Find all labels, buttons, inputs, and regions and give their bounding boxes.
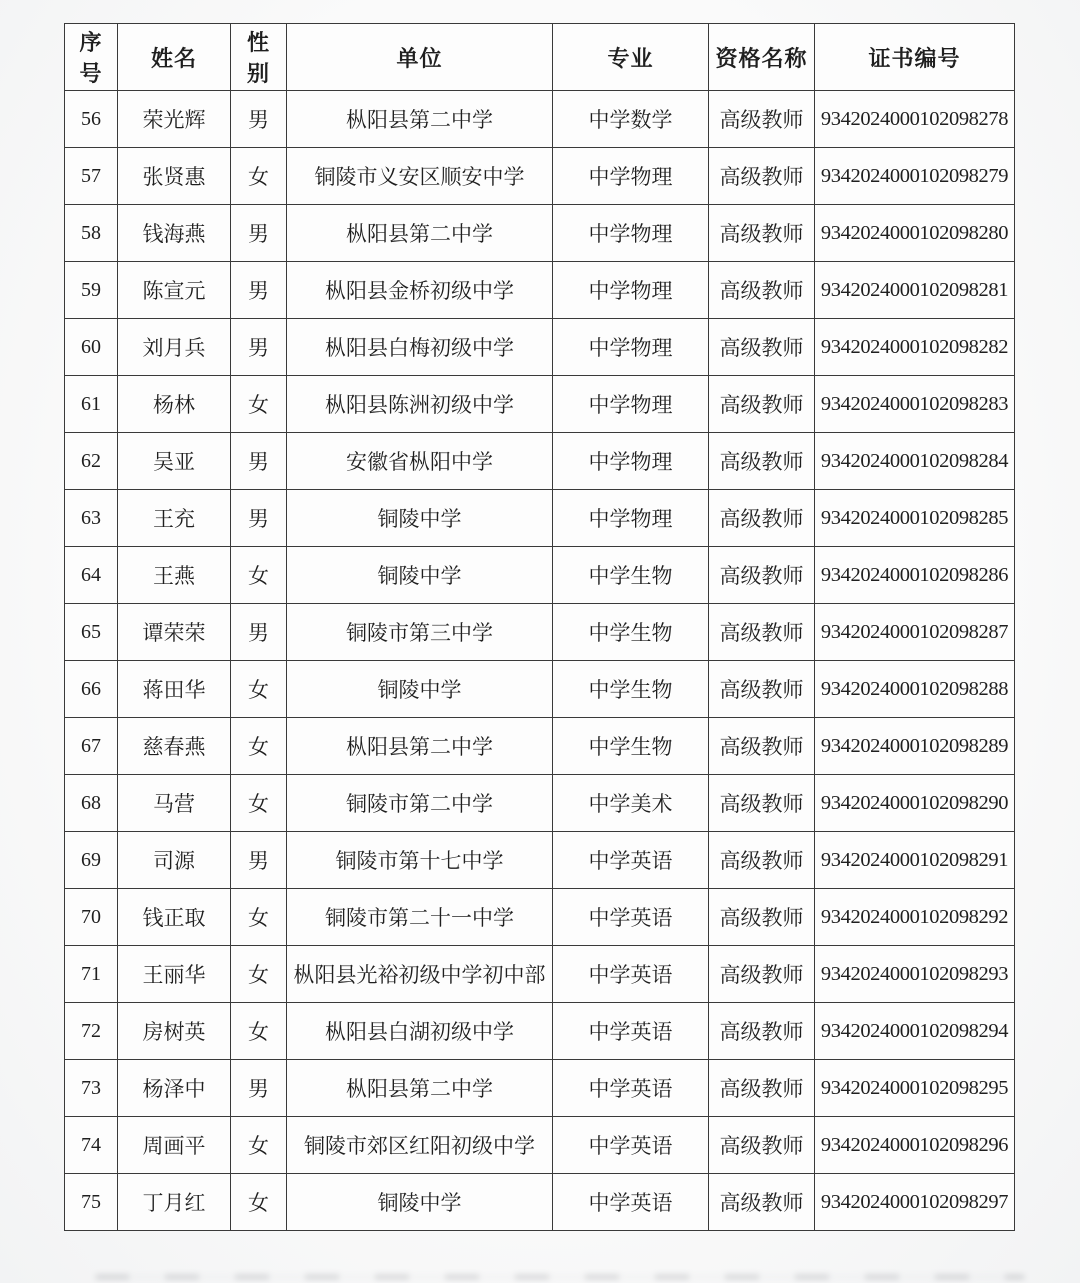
cell-major: 中学英语 [553, 889, 709, 946]
table-row [65, 832, 1015, 889]
column-header-major: 专业 [553, 24, 709, 91]
cell-unit: 铜陵市第二十一中学 [287, 889, 553, 946]
table-row [65, 433, 1015, 490]
cell-unit: 枞阳县第二中学 [287, 91, 553, 148]
cell-unit: 枞阳县白湖初级中学 [287, 1003, 553, 1060]
cell-certificate: 9342024000102098290 [815, 775, 1015, 832]
cell-name: 马营 [118, 775, 231, 832]
table-row [65, 775, 1015, 832]
table-row [65, 148, 1015, 205]
cell-index: 69 [65, 832, 118, 889]
cell-name: 钱正取 [118, 889, 231, 946]
cell-major: 中学英语 [553, 1060, 709, 1117]
column-header-gender: 性别 [231, 24, 287, 91]
cell-qualification: 高级教师 [709, 946, 815, 1003]
cell-unit: 枞阳县白梅初级中学 [287, 319, 553, 376]
table-row [65, 376, 1015, 433]
cell-qualification: 高级教师 [709, 1003, 815, 1060]
cell-index: 59 [65, 262, 118, 319]
cell-certificate: 9342024000102098289 [815, 718, 1015, 775]
cell-certificate: 9342024000102098288 [815, 661, 1015, 718]
cell-qualification: 高级教师 [709, 718, 815, 775]
cell-unit: 铜陵中学 [287, 490, 553, 547]
cell-major: 中学英语 [553, 946, 709, 1003]
cell-unit: 铜陵市第三中学 [287, 604, 553, 661]
cell-major: 中学英语 [553, 1003, 709, 1060]
cell-name: 谭荣荣 [118, 604, 231, 661]
cell-gender: 女 [231, 946, 287, 1003]
cell-gender: 女 [231, 547, 287, 604]
cell-name: 周画平 [118, 1117, 231, 1174]
cell-certificate: 9342024000102098295 [815, 1060, 1015, 1117]
cell-index: 65 [65, 604, 118, 661]
cell-qualification: 高级教师 [709, 832, 815, 889]
column-header-unit: 单位 [287, 24, 553, 91]
cell-gender: 男 [231, 1060, 287, 1117]
cell-name: 刘月兵 [118, 319, 231, 376]
table-row [65, 1174, 1015, 1231]
cell-unit: 枞阳县光裕初级中学初中部 [287, 946, 553, 1003]
cell-major: 中学生物 [553, 604, 709, 661]
cell-qualification: 高级教师 [709, 661, 815, 718]
table-body [65, 91, 1015, 1231]
cell-qualification: 高级教师 [709, 547, 815, 604]
cell-major: 中学物理 [553, 205, 709, 262]
bottom-blur-artifact [95, 1274, 1025, 1280]
cell-index: 63 [65, 490, 118, 547]
cell-index: 61 [65, 376, 118, 433]
certificate-table [64, 23, 1015, 1231]
table-row [65, 1003, 1015, 1060]
cell-major: 中学英语 [553, 832, 709, 889]
cell-gender: 女 [231, 718, 287, 775]
cell-index: 72 [65, 1003, 118, 1060]
table-row [65, 490, 1015, 547]
cell-qualification: 高级教师 [709, 1174, 815, 1231]
cell-major: 中学物理 [553, 376, 709, 433]
column-header-certificate: 证书编号 [815, 24, 1015, 91]
table-row [65, 262, 1015, 319]
cell-certificate: 9342024000102098286 [815, 547, 1015, 604]
cell-gender: 男 [231, 91, 287, 148]
cell-major: 中学物理 [553, 319, 709, 376]
cell-gender: 男 [231, 433, 287, 490]
cell-name: 陈宣元 [118, 262, 231, 319]
cell-certificate: 9342024000102098282 [815, 319, 1015, 376]
cell-index: 62 [65, 433, 118, 490]
cell-qualification: 高级教师 [709, 319, 815, 376]
cell-major: 中学物理 [553, 433, 709, 490]
cell-gender: 男 [231, 319, 287, 376]
cell-name: 王充 [118, 490, 231, 547]
cell-unit: 铜陵市第十七中学 [287, 832, 553, 889]
cell-index: 73 [65, 1060, 118, 1117]
cell-certificate: 9342024000102098297 [815, 1174, 1015, 1231]
column-header-qualification: 资格名称 [709, 24, 815, 91]
cell-qualification: 高级教师 [709, 148, 815, 205]
table-row [65, 319, 1015, 376]
cell-index: 70 [65, 889, 118, 946]
cell-name: 蒋田华 [118, 661, 231, 718]
cell-gender: 女 [231, 661, 287, 718]
cell-index: 66 [65, 661, 118, 718]
cell-gender: 女 [231, 889, 287, 946]
cell-name: 房树英 [118, 1003, 231, 1060]
cell-gender: 男 [231, 205, 287, 262]
table-row [65, 1060, 1015, 1117]
cell-name: 王燕 [118, 547, 231, 604]
cell-qualification: 高级教师 [709, 889, 815, 946]
cell-unit: 枞阳县第二中学 [287, 718, 553, 775]
cell-qualification: 高级教师 [709, 262, 815, 319]
table-header [65, 24, 1015, 91]
cell-qualification: 高级教师 [709, 1117, 815, 1174]
cell-index: 64 [65, 547, 118, 604]
cell-name: 杨林 [118, 376, 231, 433]
cell-name: 荣光辉 [118, 91, 231, 148]
cell-qualification: 高级教师 [709, 376, 815, 433]
cell-gender: 女 [231, 148, 287, 205]
table-row [65, 91, 1015, 148]
cell-unit: 铜陵市义安区顺安中学 [287, 148, 553, 205]
cell-name: 司源 [118, 832, 231, 889]
cell-certificate: 9342024000102098294 [815, 1003, 1015, 1060]
cell-gender: 男 [231, 832, 287, 889]
cell-name: 张贤惠 [118, 148, 231, 205]
header-row [65, 24, 1015, 91]
cell-name: 吴亚 [118, 433, 231, 490]
cell-major: 中学物理 [553, 262, 709, 319]
cell-qualification: 高级教师 [709, 433, 815, 490]
cell-unit: 枞阳县第二中学 [287, 205, 553, 262]
cell-major: 中学生物 [553, 661, 709, 718]
table-row [65, 946, 1015, 1003]
cell-index: 58 [65, 205, 118, 262]
cell-name: 丁月红 [118, 1174, 231, 1231]
cell-gender: 女 [231, 376, 287, 433]
cell-name: 王丽华 [118, 946, 231, 1003]
cell-index: 68 [65, 775, 118, 832]
cell-certificate: 9342024000102098291 [815, 832, 1015, 889]
cell-unit: 枞阳县第二中学 [287, 1060, 553, 1117]
table-row [65, 889, 1015, 946]
cell-major: 中学物理 [553, 148, 709, 205]
table-row [65, 661, 1015, 718]
cell-unit: 安徽省枞阳中学 [287, 433, 553, 490]
cell-gender: 女 [231, 775, 287, 832]
cell-major: 中学数学 [553, 91, 709, 148]
cell-unit: 铜陵市郊区红阳初级中学 [287, 1117, 553, 1174]
cell-major: 中学生物 [553, 547, 709, 604]
cell-index: 67 [65, 718, 118, 775]
table-row [65, 604, 1015, 661]
table-row [65, 205, 1015, 262]
cell-unit: 枞阳县金桥初级中学 [287, 262, 553, 319]
cell-certificate: 9342024000102098285 [815, 490, 1015, 547]
cell-unit: 枞阳县陈洲初级中学 [287, 376, 553, 433]
table-row [65, 1117, 1015, 1174]
table-row [65, 718, 1015, 775]
cell-certificate: 9342024000102098292 [815, 889, 1015, 946]
cell-unit: 铜陵市第二中学 [287, 775, 553, 832]
cell-certificate: 9342024000102098296 [815, 1117, 1015, 1174]
cell-certificate: 9342024000102098279 [815, 148, 1015, 205]
cell-unit: 铜陵中学 [287, 661, 553, 718]
cell-certificate: 9342024000102098278 [815, 91, 1015, 148]
cell-index: 74 [65, 1117, 118, 1174]
cell-qualification: 高级教师 [709, 604, 815, 661]
cell-name: 杨泽中 [118, 1060, 231, 1117]
cell-certificate: 9342024000102098283 [815, 376, 1015, 433]
cell-major: 中学生物 [553, 718, 709, 775]
cell-qualification: 高级教师 [709, 1060, 815, 1117]
cell-major: 中学物理 [553, 490, 709, 547]
cell-gender: 女 [231, 1003, 287, 1060]
cell-certificate: 9342024000102098293 [815, 946, 1015, 1003]
cell-certificate: 9342024000102098280 [815, 205, 1015, 262]
cell-gender: 男 [231, 604, 287, 661]
cell-index: 75 [65, 1174, 118, 1231]
cell-gender: 男 [231, 490, 287, 547]
cell-name: 慈春燕 [118, 718, 231, 775]
cell-qualification: 高级教师 [709, 91, 815, 148]
cell-gender: 女 [231, 1117, 287, 1174]
column-header-name: 姓名 [118, 24, 231, 91]
cell-index: 60 [65, 319, 118, 376]
cell-certificate: 9342024000102098281 [815, 262, 1015, 319]
cell-qualification: 高级教师 [709, 490, 815, 547]
cell-index: 57 [65, 148, 118, 205]
table-row [65, 547, 1015, 604]
cell-index: 56 [65, 91, 118, 148]
cell-unit: 铜陵中学 [287, 1174, 553, 1231]
cell-gender: 男 [231, 262, 287, 319]
column-header-index: 序号 [65, 24, 118, 91]
cell-major: 中学美术 [553, 775, 709, 832]
cell-index: 71 [65, 946, 118, 1003]
cell-name: 钱海燕 [118, 205, 231, 262]
cell-certificate: 9342024000102098284 [815, 433, 1015, 490]
cell-qualification: 高级教师 [709, 775, 815, 832]
cell-gender: 女 [231, 1174, 287, 1231]
cell-major: 中学英语 [553, 1117, 709, 1174]
cell-certificate: 9342024000102098287 [815, 604, 1015, 661]
cell-major: 中学英语 [553, 1174, 709, 1231]
cell-qualification: 高级教师 [709, 205, 815, 262]
cell-unit: 铜陵中学 [287, 547, 553, 604]
